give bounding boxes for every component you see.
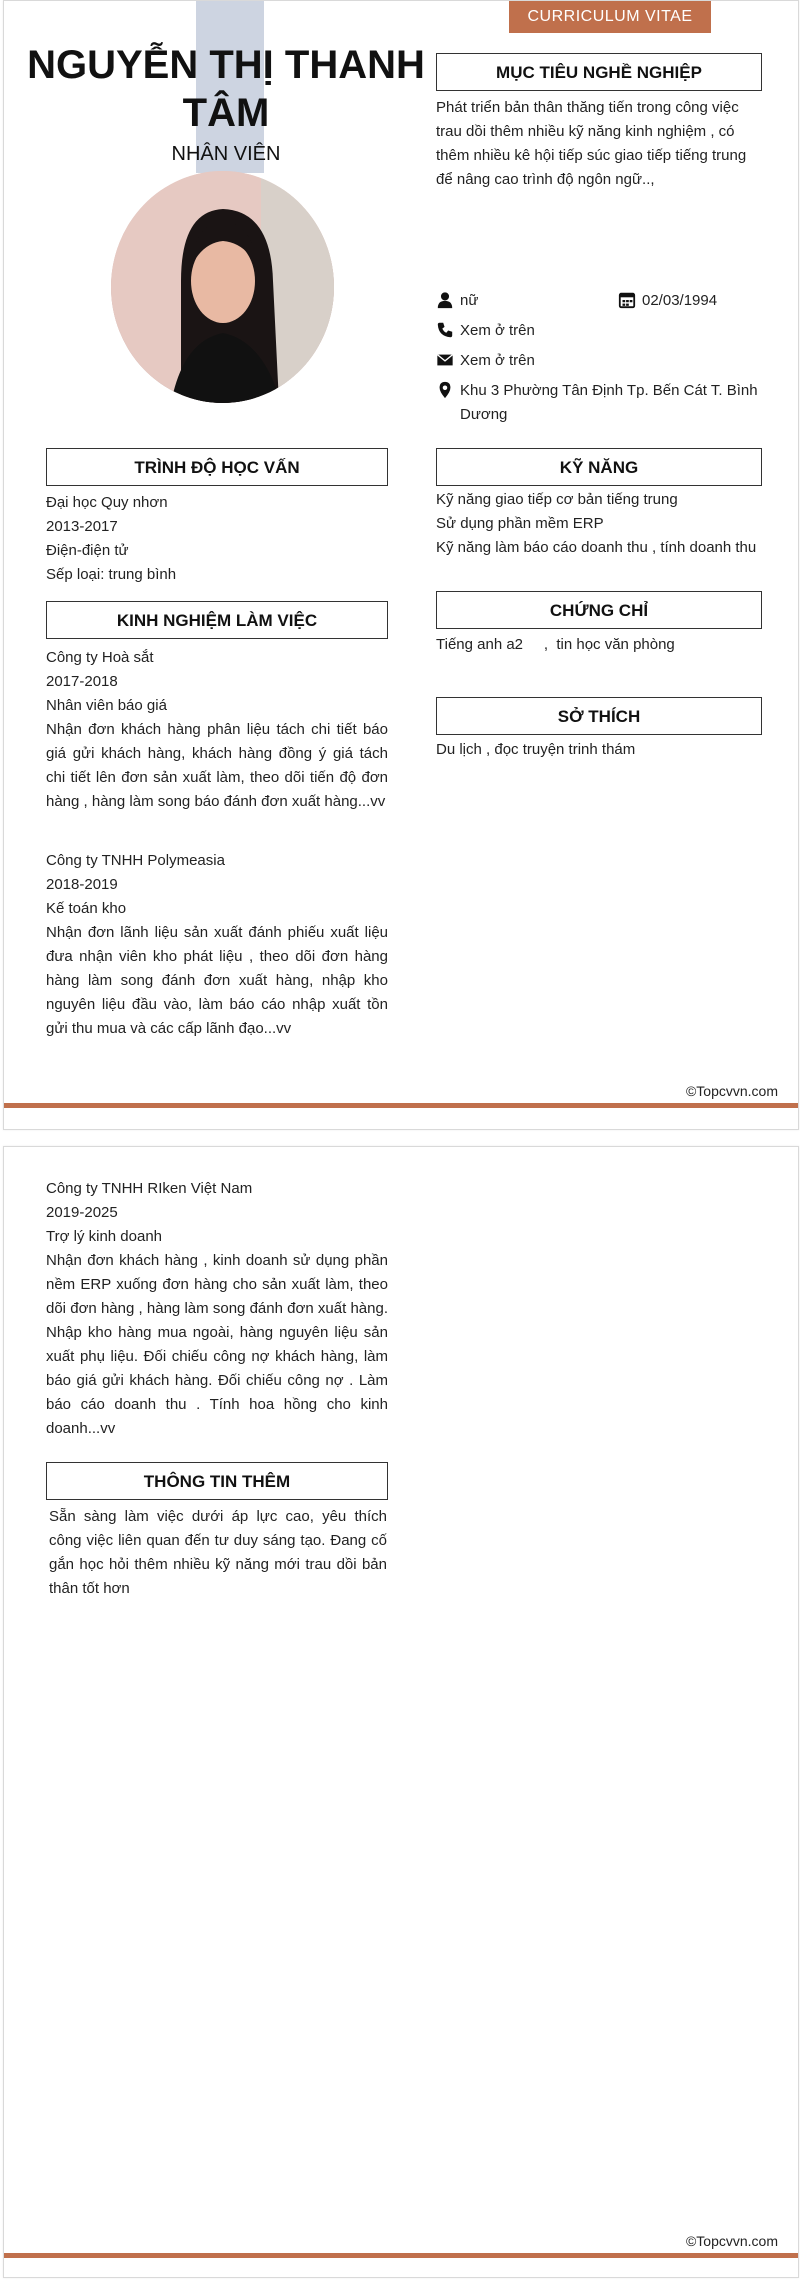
job-description: Nhận đơn lãnh liệu sản xuất đánh phiếu xuất liệu đưa nhận viên kho phát liệu , theo dõi đơn hàng hàng làm song đánh đơn xuất hàng, nhập kho nguyên liệu đầu vào, làm báo cáo nhập xuất tồn gửi thu mua và các cấp lãnh đạo...vv xyxy=(46,924,388,1037)
education-grade: Sếp loại: trung bình xyxy=(46,566,177,583)
job-description: Nhận đơn khách hàng , kinh doanh sử dụng phần nềm ERP xuống đơn hàng cho sản xuất làm, theo dõi đơn hàng , hàng làm song đánh đơn xuất hàng. Nhập kho hàng mua ngoài, hàng nguyên liệu sản xuất phụ liệu. Đối chiếu công nợ khách hàng, làm báo giá gửi khách hàng. Đối chiếu công nợ . Làm báo cáo doanh thu . Tính hoa hồng cho kinh doanh...vv xyxy=(46,1252,388,1437)
extra-info-title: THÔNG TIN THÊM xyxy=(46,1462,388,1500)
job-company: Công ty TNHH RIken Việt Nam xyxy=(46,1180,253,1197)
gender-value: nữ xyxy=(460,292,479,309)
candidate-name: NGUYỄN THỊ THANH TÂM xyxy=(27,43,425,135)
gender-row xyxy=(436,289,478,313)
phone-row xyxy=(436,319,535,343)
skill-item: Kỹ năng giao tiếp cơ bản tiếng trung xyxy=(436,491,678,508)
skills-list xyxy=(436,488,766,560)
job-role: Trợ lý kinh doanh xyxy=(46,1228,163,1245)
map-pin-icon xyxy=(436,381,456,401)
birthday-row xyxy=(618,289,717,313)
footer-line xyxy=(4,1103,798,1108)
avatar xyxy=(111,171,334,403)
birthday-value: 02/03/1994 xyxy=(642,292,718,309)
job-role: Kế toán kho xyxy=(46,900,127,917)
objective-title: MỤC TIÊU NGHỀ NGHIỆP xyxy=(436,53,762,91)
cv-page-2 xyxy=(3,1146,799,2278)
job-years: 2018-2019 xyxy=(46,876,118,893)
experience-title: KINH NGHIỆM LÀM VIỆC xyxy=(46,601,388,639)
education-block xyxy=(46,491,386,587)
job-entry xyxy=(46,849,388,1041)
calendar-icon xyxy=(618,291,638,311)
hobbies-title: SỞ THÍCH xyxy=(436,697,762,735)
job-company: Công ty TNHH Polymeasia xyxy=(46,852,225,869)
footer-credit[interactable]: ©Topcvvn.com xyxy=(685,2233,778,2249)
footer-credit[interactable]: ©Topcvvn.com xyxy=(685,1083,778,1099)
email-row xyxy=(436,349,535,373)
user-icon xyxy=(436,291,456,311)
skill-item: Kỹ năng làm báo cáo doanh thu , tính doanh thu xyxy=(436,539,757,556)
education-major: Điện-điện tử xyxy=(46,542,129,559)
education-years: 2013-2017 xyxy=(46,518,118,535)
education-title: TRÌNH ĐỘ HỌC VẤN xyxy=(46,448,388,486)
extra-info-text: Sẵn sàng làm việc dưới áp lực cao, yêu thích công việc liên quan đến tư duy sáng tạo. Đang cố gắn học hỏi thêm nhiều kỹ năng mới trau dồi bản thân tốt hơn xyxy=(49,1508,387,1597)
address-row xyxy=(436,379,766,427)
job-description: Nhận đơn khách hàng phân liệu tách chi tiết báo giá gửi khách hàng, khách hàng đồng ý giá tách chi tiết lên đơn sản xuất làm, theo dõi tiến độ đơn hàng , hàng làm song báo đánh đơn xuất hàng...vv xyxy=(46,721,388,810)
job-role: Nhân viên báo giá xyxy=(46,697,167,714)
candidate-position: NHÂN VIÊN xyxy=(171,143,281,165)
phone-value[interactable]: Xem ở trên xyxy=(460,322,535,339)
avatar-photo xyxy=(111,171,334,403)
address-value: Khu 3 Phường Tân Định Tp. Bến Cát T. Bình Dương xyxy=(460,382,758,423)
hobbies-text: Du lịch , đọc truyện trinh thám xyxy=(436,741,636,758)
job-company: Công ty Hoà sắt xyxy=(46,649,154,666)
footer-line xyxy=(4,2253,798,2258)
skills-title: KỸ NĂNG xyxy=(436,448,762,486)
job-years: 2019-2025 xyxy=(46,1204,118,1221)
job-years: 2017-2018 xyxy=(46,673,118,690)
job-entry xyxy=(46,1177,388,1441)
cv-tag: CURRICULUM VITAE xyxy=(509,1,711,33)
objective-text: Phát triển bản thân thăng tiến trong công việc trau dồi thêm nhiều kỹ năng kinh nghiệm , có thêm nhiều kê hội tiếp súc giao tiếp tiếng trung để nâng cao trình độ ngôn ngữ.., xyxy=(436,99,747,188)
certificates-text: Tiếng anh a2 , tin học văn phòng xyxy=(436,636,675,653)
envelope-icon xyxy=(436,351,456,371)
certificates-title: CHỨNG CHỈ xyxy=(436,591,762,629)
phone-icon xyxy=(436,321,456,341)
cv-page-1 xyxy=(3,0,799,1130)
job-entry xyxy=(46,646,388,814)
skill-item: Sử dụng phần mềm ERP xyxy=(436,515,604,532)
email-value[interactable]: Xem ở trên xyxy=(460,352,535,369)
education-school: Đại học Quy nhơn xyxy=(46,494,168,511)
